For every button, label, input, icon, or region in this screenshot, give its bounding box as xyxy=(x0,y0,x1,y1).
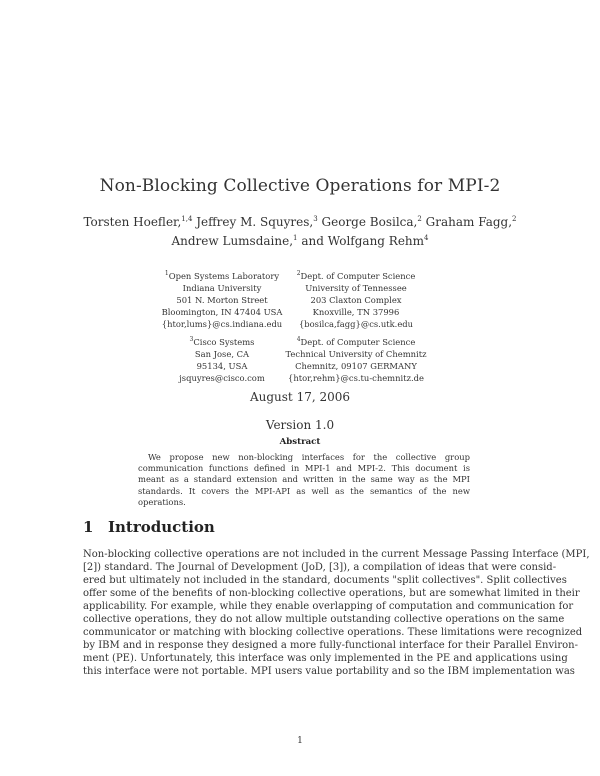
affiliation-line: Technical University of Chemnitz xyxy=(285,348,427,359)
body-text-line: [2]) standard. The Journal of Development (JoD, [3]), a compilation of ideas that were consid- xyxy=(83,562,557,573)
body-text-line: communicator or matching with blocking collective operations. These limitations were recognized xyxy=(83,627,583,638)
author-name: and Wolfgang Rehm xyxy=(297,234,425,248)
affiliation-line: jsquyres@cisco.com xyxy=(179,372,265,383)
affiliation-sup: 1 xyxy=(164,270,169,277)
affiliation-line: Chemnitz, 09107 GERMANY xyxy=(295,360,417,371)
affiliation-sup: 3 xyxy=(189,336,194,343)
affiliation-line: {htor,rehm}@cs.tu-chemnitz.de xyxy=(288,372,424,383)
body-text-line: collective operations, they do not allow multiple outstanding collective operations on the same xyxy=(83,614,565,625)
author-affil-sup: 4 xyxy=(424,234,429,242)
affiliation-line: Dept. of Computer Science xyxy=(300,270,416,281)
body-text-line: ment (PE). Unfortunately, this interface was only implemented in the PE and applications using xyxy=(83,653,568,664)
section-title: Introduction xyxy=(108,518,215,536)
body-text-line: ered but ultimately not included in the standard, documents "split collectives". Split collectives xyxy=(83,575,567,586)
body-text-line: by IBM and in response they designed a more fully-functional interface for their Parallel Environ- xyxy=(83,640,578,651)
author-name: Graham Fagg, xyxy=(421,215,513,229)
body-text-line: Non-blocking collective operations are not included in the current Message Passing Interface (MPI, xyxy=(83,549,590,560)
section-number: 1 xyxy=(83,518,94,536)
affiliation-line: Cisco Systems xyxy=(193,336,255,347)
author-line-1 xyxy=(0,211,600,230)
affiliation-line: Dept. of Computer Science xyxy=(300,336,416,347)
author-affil-sup: 3 xyxy=(313,215,318,223)
affiliation-line: 95134, USA xyxy=(196,360,248,371)
author-name: Andrew Lumsdaine, xyxy=(171,234,294,248)
affiliation-sup: 2 xyxy=(296,270,301,277)
body-text-line: applicability. For example, while they enable overlapping of computation and communication for xyxy=(83,601,574,612)
affiliation-4 xyxy=(256,334,456,384)
affiliation-line: {bosilca,fagg}@cs.utk.edu xyxy=(298,318,414,329)
author-affil-sup: 1 xyxy=(293,234,298,242)
author-list xyxy=(0,211,600,249)
document-version: Version 1.0 xyxy=(265,418,335,432)
abstract-heading: Abstract xyxy=(279,437,321,447)
paper-title: Non-Blocking Collective Operations for MPI-2 xyxy=(99,176,501,196)
author-affil-sup: 1,4 xyxy=(181,215,193,223)
author-name: George Bosilca, xyxy=(317,215,418,229)
author-line-2 xyxy=(0,230,600,249)
affiliation-line: Bloomington, IN 47404 USA xyxy=(161,306,283,317)
affiliation-line: San Jose, CA xyxy=(194,348,250,359)
author-name: Jeffrey M. Squyres, xyxy=(192,215,314,229)
body-text-line: this interface were not portable. MPI users value portability and so the IBM implementation was xyxy=(83,666,575,677)
abstract-text: We propose new non-blocking interfaces for the collective group communication functions defined in MPI-1 and MPI-2. This document is meant as a standard extension and written in the same way as the MPI standards. It covers the MPI-API as well as the semantics of the new operations. xyxy=(138,452,470,507)
affiliation-line: Open Systems Laboratory xyxy=(168,270,280,281)
affiliation-line: 203 Claxton Complex xyxy=(310,294,402,305)
author-affil-sup: 2 xyxy=(512,215,517,223)
affiliation-line: University of Tennessee xyxy=(305,282,407,293)
author-name: Torsten Hoefler, xyxy=(83,215,182,229)
affiliation-2 xyxy=(256,268,456,330)
page-number: 1 xyxy=(297,736,303,746)
body-text-line: offer some of the benefits of non-blocking collective operations, but are somewhat limited in their xyxy=(83,588,580,599)
affiliation-line: {htor,lums}@cs.indiana.edu xyxy=(161,318,283,329)
affiliation-line: 501 N. Morton Street xyxy=(176,294,268,305)
author-affil-sup: 2 xyxy=(417,215,422,223)
affiliation-line: Indiana University xyxy=(182,282,262,293)
publication-date: August 17, 2006 xyxy=(249,390,351,404)
affiliation-sup: 4 xyxy=(296,336,301,343)
affiliation-line: Knoxville, TN 37996 xyxy=(312,306,400,317)
